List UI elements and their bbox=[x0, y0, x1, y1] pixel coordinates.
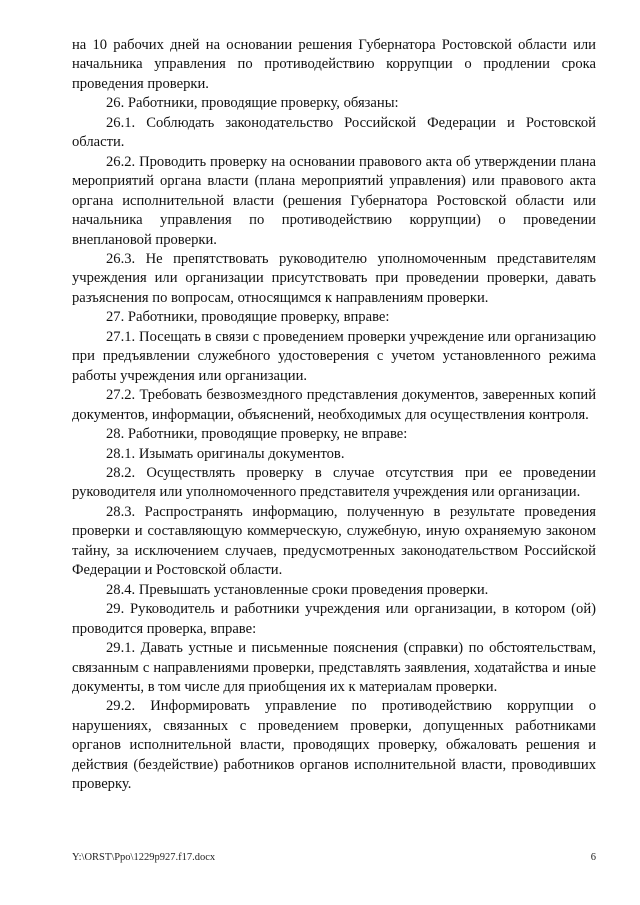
paragraph: 29.2. Информировать управление по противодействию коррупции о нарушениях, связанных с проведением проверки, допущенных работниками органов исполнительной власти, проводящих проверку, обжаловать решения и действия (бездействие) работников органов исполнительной власти, проводивших проверку. bbox=[72, 698, 596, 793]
paragraph: 28.3. Распространять информацию, полученную в результате проведения проверки и составляющую коммерческую, служебную, иную охраняемую законом тайну, за исключением случаев, предусмотренных законодательством Российской Федерации и Ростовской области. bbox=[72, 503, 596, 579]
paragraph: 28.2. Осуществлять проверку в случае отсутствия при ее проведении руководителя или уполномоченного представителя учреждения или организации. bbox=[72, 464, 596, 501]
paragraph: 26.1. Соблюдать законодательство Российской Федерации и Ростовской области. bbox=[72, 114, 596, 151]
paragraph: 28.1. Изымать оригиналы документов. bbox=[106, 445, 345, 462]
page-number: 6 bbox=[590, 852, 596, 863]
paragraph: 28.4. Превышать установленные сроки проведения проверки. bbox=[106, 581, 489, 598]
paragraph: 27.1. Посещать в связи с проведением проверки учреждение или организацию при предъявлении служебного удостоверения с учетом установленного режима работы учреждения или организации. bbox=[72, 328, 596, 384]
paragraph: 27.2. Требовать безвозмездного представления документов, заверенных копий документов, информации, объяснений, необходимых для осуществления контроля. bbox=[72, 387, 596, 423]
paragraph: 26. Работники, проводящие проверку, обязаны: bbox=[106, 95, 399, 112]
paragraph: 27. Работники, проводящие проверку, вправе: bbox=[106, 309, 390, 326]
file-path: Y:\ORST\Ppo\1229p927.f17.docx bbox=[72, 852, 216, 863]
paragraph: 29. Руководитель и работники учреждения или организации, в котором (ой) проводится проверка, вправе: bbox=[72, 601, 596, 637]
paragraph: 28. Работники, проводящие проверку, не вправе: bbox=[106, 426, 408, 443]
paragraph: на 10 рабочих дней на основании решения Губернатора Ростовской области или начальника управления по противодействию коррупции о продлении срока проведения проверки. bbox=[72, 37, 596, 92]
paragraph: 29.1. Давать устные и письменные пояснения (справки) по обстоятельствам, связанным с направлениями проверки, представлять заявления, ходатайства и иные документы, в том числе для приобщения их к материалам проверки. bbox=[72, 640, 596, 695]
paragraph: 26.2. Проводить проверку на основании правового акта об утверждении плана мероприятий органа власти (плана мероприятий управления) или правового акта органа исполнительной власти (решения Губернатора Ростовской области или начальника управления по противодействию коррупции) о проведении внеплановой проверки. bbox=[72, 153, 596, 248]
document-body bbox=[72, 36, 596, 795]
paragraph: 26.3. Не препятствовать руководителю уполномоченным представителям учреждения или организации присутствовать при проведении проверки, давать разъяснения по вопросам, относящимся к направлениям проверки. bbox=[72, 250, 596, 306]
